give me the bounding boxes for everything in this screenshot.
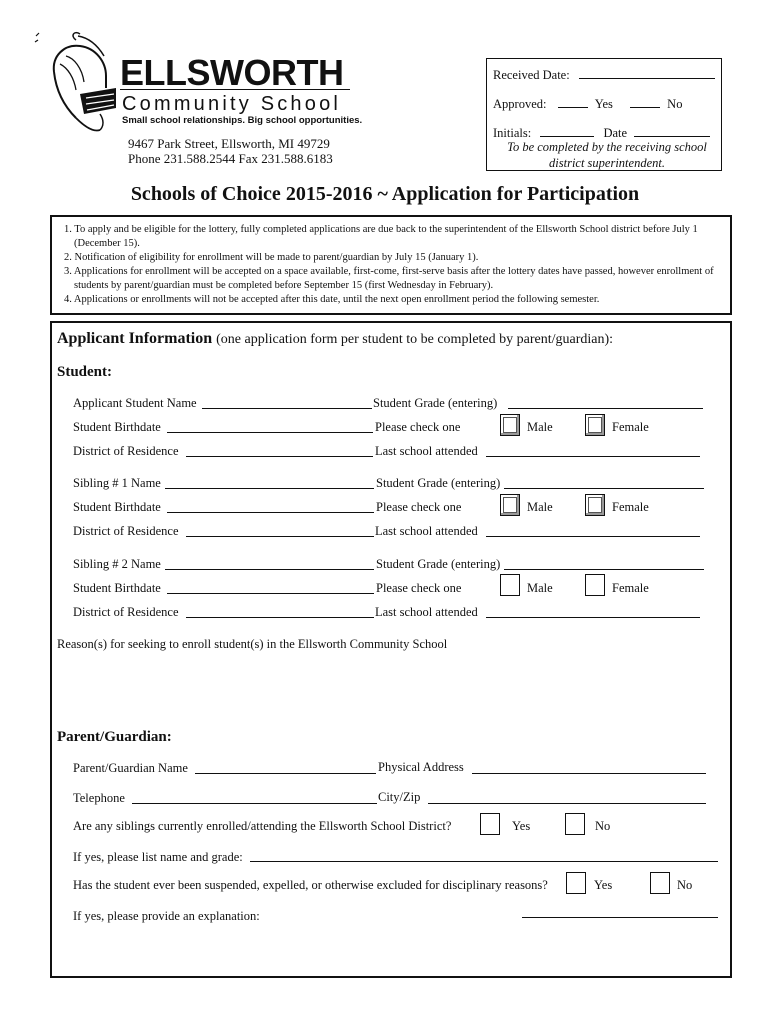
sibling2-birthdate-field[interactable] (167, 593, 374, 594)
rule-item: 4. Applications or enrollments will not be accepted after this date, until the next open enrollment period the following semester. (64, 294, 600, 305)
sibling2-check-label: Please check one (376, 581, 462, 595)
applicant-birthdate-field[interactable] (167, 432, 373, 433)
city-zip-label: City/Zip (378, 790, 421, 804)
physical-address-label: Physical Address (378, 760, 464, 774)
initials-field[interactable] (540, 126, 594, 137)
siblings-question: Are any siblings currently enrolled/attending the Ellsworth School District? (73, 819, 452, 833)
sibling1-district-label: District of Residence (73, 524, 179, 538)
applicant-male-checkbox[interactable] (500, 414, 520, 436)
suspended-no-label: No (677, 878, 693, 892)
suspended-question: Has the student ever been suspended, expelled, or otherwise excluded for disciplinary reasons? (73, 878, 548, 892)
siblings-no-checkbox[interactable] (565, 813, 585, 835)
rule-item: 2. Notification of eligibility for enrollment will be made to parent/guardian by July 15 (January 1). (64, 252, 479, 263)
applicant-heading-text: Applicant Information (57, 330, 213, 347)
applicant-grade-label: Student Grade (entering) (373, 396, 498, 410)
approved-no-label: No (667, 97, 683, 111)
sibling2-male-label: Male (527, 581, 553, 595)
applicant-grade-field[interactable] (508, 408, 703, 409)
office-date-field[interactable] (634, 126, 710, 137)
school-tagline: Small school relationships. Big school opportunities. (122, 115, 363, 126)
applicant-last-school-label: Last school attended (375, 444, 478, 458)
sibling1-birthdate-field[interactable] (167, 512, 374, 513)
applicant-male-label: Male (527, 420, 553, 434)
received-date-field[interactable] (579, 68, 715, 79)
applicant-district-label: District of Residence (73, 444, 179, 458)
sibling2-last-school-label: Last school attended (375, 605, 478, 619)
sibling1-male-checkbox[interactable] (500, 494, 520, 516)
applicant-birthdate-label: Student Birthdate (73, 420, 161, 434)
sibling2-name-field[interactable] (165, 569, 374, 570)
applicant-name-label: Applicant Student Name (73, 396, 197, 410)
rule-item: 1. To apply and be eligible for the lottery, fully completed applications are due back to the superintendent of the Ellsworth School district before July 1 (December 15). (64, 224, 698, 249)
applicant-female-checkbox[interactable] (585, 414, 605, 436)
sibling1-name-label: Sibling # 1 Name (73, 476, 161, 490)
sibling2-name-label: Sibling # 2 Name (73, 557, 161, 571)
parent-name-field[interactable] (195, 773, 376, 774)
sibling1-grade-field[interactable] (504, 488, 704, 489)
student-heading: Student: (57, 364, 113, 380)
received-date-label: Received Date: (493, 68, 570, 82)
siblings-list-field[interactable] (250, 861, 718, 862)
brand-rule (120, 89, 350, 90)
office-note: To be completed by the receiving school district superintendent. (507, 140, 707, 170)
sibling2-district-field[interactable] (186, 617, 374, 618)
reason-label: Reason(s) for seeking to enroll student(s) in the Ellsworth Community School (57, 637, 448, 651)
siblings-yes-checkbox[interactable] (480, 813, 500, 835)
sibling1-last-school-field[interactable] (486, 536, 700, 537)
received-date-row (493, 68, 715, 82)
sibling2-grade-label: Student Grade (entering) (376, 557, 501, 571)
school-phone-fax: Phone 231.588.2544 Fax 231.588.6183 (128, 151, 333, 166)
sibling1-birthdate-label: Student Birthdate (73, 500, 161, 514)
telephone-field[interactable] (132, 803, 377, 804)
sibling2-last-school-field[interactable] (486, 617, 700, 618)
siblings-list-label: If yes, please list name and grade: (73, 850, 243, 864)
sibling2-grade-field[interactable] (504, 569, 704, 570)
sibling2-female-checkbox[interactable] (585, 574, 605, 596)
sibling1-male-label: Male (527, 500, 553, 514)
siblings-yes-label: Yes (512, 819, 531, 833)
telephone-label: Telephone (73, 791, 125, 805)
suspended-yes-checkbox[interactable] (566, 872, 586, 894)
rules-list (58, 223, 722, 307)
sibling1-district-field[interactable] (186, 536, 374, 537)
applicant-heading (57, 331, 613, 347)
sibling2-birthdate-label: Student Birthdate (73, 581, 161, 595)
suspended-yes-label: Yes (594, 878, 613, 892)
approved-row (493, 97, 682, 111)
applicant-district-field[interactable] (186, 456, 373, 457)
sibling2-female-label: Female (612, 581, 649, 595)
applicant-check-label: Please check one (375, 420, 461, 434)
physical-address-field[interactable] (472, 773, 706, 774)
applicant-female-label: Female (612, 420, 649, 434)
sibling1-female-label: Female (612, 500, 649, 514)
approved-label: Approved: (493, 97, 547, 111)
explanation-field[interactable] (522, 917, 718, 918)
school-address: 9467 Park Street, Ellsworth, MI 49729 (128, 136, 330, 151)
reason-field[interactable] (57, 655, 717, 721)
office-use-box (486, 58, 722, 171)
rules-box (50, 215, 732, 315)
applicant-last-school-field[interactable] (486, 456, 700, 457)
office-date-label: Date (603, 126, 628, 140)
explanation-label: If yes, please provide an explanation: (73, 909, 260, 923)
approved-yes-field[interactable] (558, 97, 588, 108)
sibling1-last-school-label: Last school attended (375, 524, 478, 538)
city-zip-field[interactable] (428, 803, 706, 804)
school-name: ELLSWORTH (120, 52, 344, 93)
sibling2-district-label: District of Residence (73, 605, 179, 619)
page-title: Schools of Choice 2015-2016 ~ Application for Participation (130, 183, 640, 205)
approved-no-field[interactable] (630, 97, 660, 108)
applicant-name-field[interactable] (202, 408, 372, 409)
parent-heading: Parent/Guardian: (57, 729, 172, 745)
siblings-no-label: No (595, 819, 611, 833)
initials-label: Initials: (493, 126, 532, 140)
sibling1-female-checkbox[interactable] (585, 494, 605, 516)
sibling1-grade-label: Student Grade (entering) (376, 476, 501, 490)
school-logo (30, 28, 120, 140)
suspended-no-checkbox[interactable] (650, 872, 670, 894)
sibling2-male-checkbox[interactable] (500, 574, 520, 596)
approved-yes-label: Yes (594, 97, 613, 111)
school-subtitle: Community School (122, 93, 342, 115)
sibling1-name-field[interactable] (165, 488, 374, 489)
sibling1-check-label: Please check one (376, 500, 462, 514)
initials-row (493, 126, 710, 140)
knight-helmet-icon (30, 28, 120, 140)
applicant-heading-note: (one application form per student to be completed by parent/guardian): (216, 332, 614, 347)
rule-item: 3. Applications for enrollment will be accepted on a space available, first-come, first-serve basis after the lottery dates have passed, however enrollment of students by parent/guardian must be completed before September 15 (first Wednesday in February). (64, 266, 714, 291)
parent-name-label: Parent/Guardian Name (73, 761, 188, 775)
